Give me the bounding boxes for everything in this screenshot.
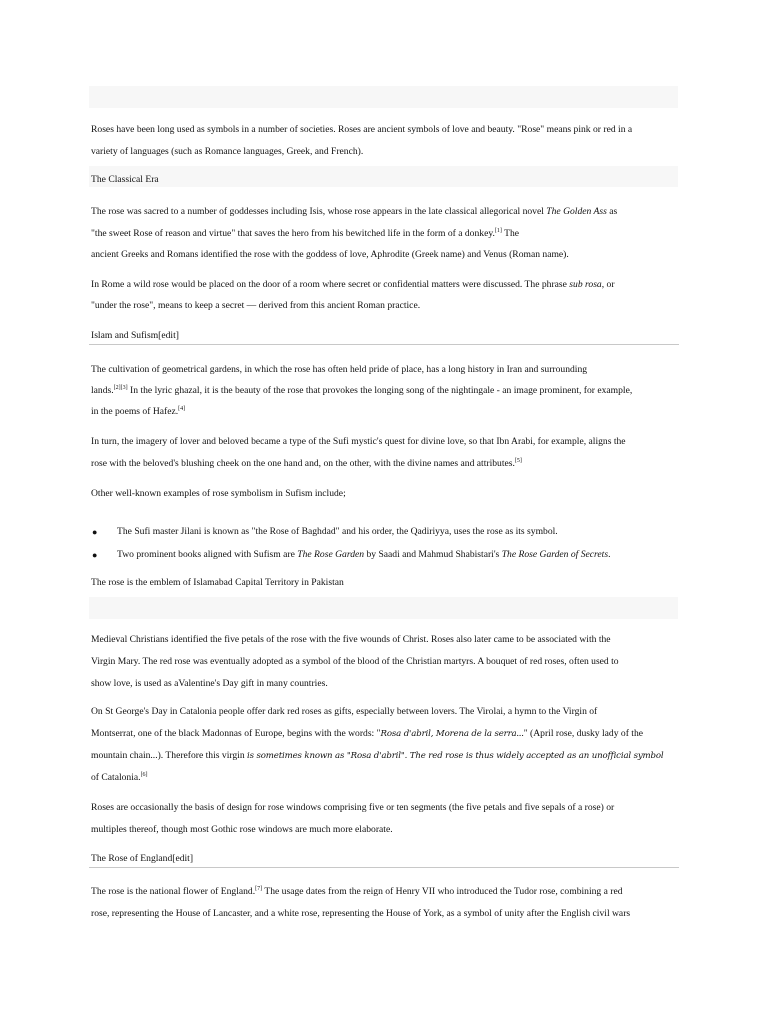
- islam-p2-line-2: [91, 458, 522, 470]
- text-run: In the lyric ghazal, it is the beauty of the rose that provokes the longing song of the nightingale - an image prominent, for example,: [127, 385, 633, 396]
- classical-p1-line-2: [91, 228, 519, 240]
- text-run: mountain chain...). Therefore this virgin: [91, 750, 248, 761]
- text-run: , or: [601, 279, 615, 290]
- list-item-2: [117, 549, 611, 561]
- book-title: The Rose Garden: [297, 549, 365, 560]
- classical-p1-line-1: [91, 206, 617, 218]
- text-run: of Catalonia.: [91, 772, 141, 783]
- christian-p1-line-1: Medieval Christians identified the five petals of the rose with the five wounds of Christ. Roses also later came to be associated with the: [91, 634, 611, 645]
- christian-p2-line-4: [91, 772, 148, 784]
- christian-p1-line-3: show love, is used as aValentine's Day gift in many countries.: [91, 678, 328, 689]
- citation-link[interactable]: [4]: [178, 406, 186, 412]
- section-header-bar: [89, 86, 678, 108]
- text-run: as: [606, 206, 618, 217]
- heading-underline: [89, 344, 679, 345]
- text-run: lands.: [91, 385, 114, 396]
- england-p1-line-1: [91, 886, 623, 898]
- islam-p4: The rose is the emblem of Islamabad Capital Territory in Pakistan: [91, 577, 344, 588]
- classical-heading-bar: [89, 166, 678, 187]
- christian-p2-line-2: [91, 728, 643, 740]
- text-run: The rose was sacred to a number of goddesses including Isis, whose rose appears in the late classical allegorical novel: [91, 206, 547, 217]
- intro-line-1: Roses have been long used as symbols in a number of societies. Roses are ancient symbols of love and beauty. "Rose" means pink or red in a: [91, 124, 633, 135]
- book-title: The Golden Ass: [546, 206, 607, 217]
- text-run: Two prominent books aligned with Sufism are: [117, 549, 298, 560]
- text-run: in the poems of Hafez.: [91, 406, 179, 417]
- islam-p3: Other well-known examples of rose symbolism in Sufism include;: [91, 488, 346, 499]
- classical-p2-line-2: "under the rose", means to keep a secret — derived from this ancient Roman practice.: [91, 300, 421, 311]
- heading-underline: [89, 867, 679, 868]
- christian-p1-line-2: Virgin Mary. The red rose was eventually adopted as a symbol of the blood of the Christian martyrs. A bouquet of red roses, often used to: [91, 656, 619, 667]
- intro-line-2: variety of languages (such as Romance languages, Greek, and French).: [91, 146, 364, 157]
- book-title: The Rose Garden of Secrets: [501, 549, 609, 560]
- section-header-bar: [89, 597, 678, 619]
- latin-phrase: sub rosa: [569, 279, 602, 290]
- classical-p1-line-3: ancient Greeks and Romans identified the rose with the goddess of love, Aphrodite (Greek name) and Venus (Roman name).: [91, 249, 569, 260]
- text-run: "the sweet Rose of reason and virtue" that saves the hero from his bewitched life in the form of a donkey.: [91, 228, 495, 239]
- text-run: In Rome a wild rose would be placed on the door of a room where secret or confidential matters were discussed. The phrase: [91, 279, 570, 290]
- islam-p1-line-1: The cultivation of geometrical gardens, in which the rose has often held pride of place, has a long history in Iran and surrounding: [91, 364, 588, 375]
- christian-p2-line-1: On St George's Day in Catalonia people offer dark red roses as gifts, especially between lovers. The Virolai, a hymn to the Virgin of: [91, 706, 598, 717]
- england-heading: The Rose of England[edit]: [91, 853, 194, 864]
- text-run: Montserrat, one of the black Madonnas of Europe, begins with the words: ": [91, 728, 381, 739]
- citation-link[interactable]: [1]: [494, 228, 502, 234]
- stylized-text: is sometimes known as "Rosa d'abril". The red rose is thus widely accepted as an unofficial symbol: [247, 751, 664, 761]
- citation-link[interactable]: [6]: [140, 772, 148, 778]
- text-run: ..." (April rose, dusky lady of the: [516, 728, 644, 739]
- christian-p3-line-1: Roses are occasionally the basis of design for rose windows comprising five or ten segments (the five petals and five sepals of a rose) or: [91, 802, 615, 813]
- text-run: The rose is the national flower of England.: [91, 886, 256, 897]
- islam-p1-line-2: [91, 385, 632, 397]
- christian-p3-line-2: multiples thereof, though most Gothic rose windows are much more elaborate.: [91, 824, 393, 835]
- citation-link[interactable]: [2][3]: [113, 385, 128, 391]
- citation-link[interactable]: [5]: [514, 458, 522, 464]
- england-p1-line-2: rose, representing the House of Lancaster, and a white rose, representing the House of York, as a symbol of unity after the English civil wars: [91, 908, 631, 919]
- islam-p2-line-1: In turn, the imagery of lover and beloved became a type of the Sufi mystic's quest for divine love, so that Ibn Arabi, for example, aligns the: [91, 436, 626, 447]
- text-run: The usage dates from the reign of Henry VII who introduced the Tudor rose, combining a red: [262, 886, 623, 897]
- classical-p2-line-1: [91, 279, 615, 291]
- bullet-icon: ●: [92, 527, 98, 537]
- quote-text: Rosa d'abril, Morena de la serra: [380, 729, 517, 739]
- text-run: by Saadi and Mahmud Shabistari's: [364, 549, 502, 560]
- bullet-icon: ●: [92, 550, 98, 560]
- text-run: The: [501, 228, 520, 239]
- text-run: rose with the beloved's blushing cheek on the one hand and, on the other, with the divine names and attributes.: [91, 458, 515, 469]
- classical-heading: The Classical Era: [91, 174, 159, 185]
- christian-p2-line-3: [91, 750, 664, 762]
- islam-p1-line-3: [91, 406, 185, 418]
- text-run: .: [608, 549, 611, 560]
- islam-heading: Islam and Sufism[edit]: [91, 330, 179, 341]
- citation-link[interactable]: [7]: [255, 886, 263, 892]
- list-item-1: The Sufi master Jilani is known as "the Rose of Baghdad" and his order, the Qadiriyya, uses the rose as its symbol.: [117, 526, 558, 537]
